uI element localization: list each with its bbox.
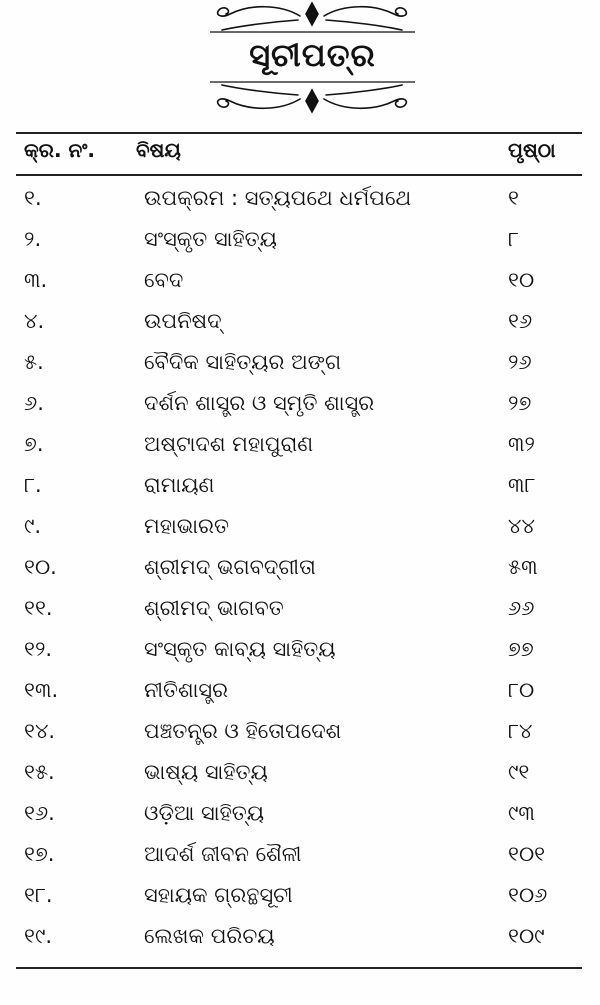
toc-row: [0, 875, 600, 916]
toc-page: ୩୮: [508, 473, 536, 497]
header-subject: ବିଷୟ: [136, 138, 181, 162]
toc-number: ୮.: [24, 473, 42, 497]
toc-subject: ସହାୟକ ଗ୍ରନ୍ଥସୂଚୀ: [144, 883, 293, 907]
toc-subject: ଶ୍ରୀମଦ୍ ଭଗବଦ୍‌ଗୀତା: [144, 555, 316, 579]
toc-page: ୩୨: [508, 432, 535, 456]
toc-number: ୨.: [24, 227, 42, 251]
toc-number: ୧୮.: [24, 883, 53, 907]
toc-page: ୧୦୬: [508, 883, 548, 907]
toc-page: ୮: [508, 227, 519, 251]
toc-number: ୧୦.: [24, 555, 57, 579]
toc-page: ୬୬: [508, 596, 535, 620]
table-header: [0, 138, 600, 174]
toc-number: ୯.: [24, 514, 42, 538]
toc-row: [0, 588, 600, 629]
toc-number: ୪.: [24, 309, 45, 333]
header-number: କ୍ର. ନଂ.: [24, 138, 96, 162]
toc-number: ୧୪.: [24, 719, 56, 743]
toc-subject: ବେଦ: [144, 268, 184, 292]
toc-number: ୧୨.: [24, 637, 53, 661]
toc-subject: ଅଷ୍ଟାଦଶ ମହାପୁରାଣ: [144, 432, 314, 456]
toc-subject: ଶ୍ରୀମଦ୍ ଭାଗବତ: [144, 596, 284, 620]
toc-page: ୧୦୯: [508, 924, 545, 948]
toc-row: [0, 752, 600, 793]
toc-number: ୫.: [24, 350, 44, 374]
header-page: ପୃଷ୍ଠା: [508, 138, 556, 162]
toc-subject: ରାମାୟଣ: [144, 473, 215, 497]
toc-number: ୭.: [24, 432, 44, 456]
toc-row: [0, 219, 600, 260]
toc-page: ୫୩: [508, 555, 538, 579]
toc-page: ୨୭: [508, 391, 532, 415]
toc-page: ୧୦୧: [508, 842, 546, 866]
toc-subject: ସଂସ୍କୃତ ସାହିତ୍ୟ: [144, 227, 277, 251]
toc-subject: ଭାଷ୍ୟ ସାହିତ୍ୟ: [144, 760, 268, 784]
toc-page: ୭୭: [508, 637, 534, 661]
toc-number: ୧୧.: [24, 596, 53, 620]
toc-subject: ସଂସ୍କୃତ କାବ୍ୟ ସାହିତ୍ୟ: [144, 637, 336, 661]
toc-row: [0, 834, 600, 875]
toc-subject: ପଞ୍ଚତନ୍ତ୍ର ଓ ହିତୋପଦେଶ: [144, 719, 342, 743]
toc-subject: ଲେଖକ ପରିଚୟ: [144, 924, 275, 948]
toc-page: ୮୦: [508, 678, 535, 702]
toc-list: [0, 178, 600, 957]
toc-row: [0, 506, 600, 547]
toc-row: [0, 178, 600, 219]
toc-number: ୩.: [24, 268, 48, 292]
toc-row: [0, 383, 600, 424]
toc-row: [0, 260, 600, 301]
table-top-rule: [16, 132, 582, 134]
toc-row: [0, 916, 600, 957]
toc-subject: ମହାଭାରତ: [144, 514, 229, 538]
toc-subject: ଉପନିଷଦ୍: [144, 309, 222, 333]
toc-page: ୯୩: [508, 801, 535, 825]
toc-number: ୧୯.: [24, 924, 53, 948]
toc-subject: ନୀତିଶାସ୍ତ୍ର: [144, 678, 229, 702]
toc-row: [0, 793, 600, 834]
toc-page: ୯୧: [508, 760, 530, 784]
table-header-rule: [16, 174, 582, 176]
toc-page: ୨୬: [508, 350, 532, 374]
toc-row: [0, 629, 600, 670]
toc-row: [0, 301, 600, 342]
page-title: ସୂଚୀପତ୍ର: [249, 36, 376, 74]
toc-row: [0, 547, 600, 588]
toc-number: ୧୭.: [24, 842, 55, 866]
toc-number: ୧୩.: [24, 678, 59, 702]
toc-number: ୧.: [24, 186, 42, 210]
toc-subject: ଦର୍ଶନ ଶାସ୍ତ୍ର ଓ ସ୍ମୃତି ଶାସ୍ତ୍ର: [144, 391, 375, 415]
toc-row: [0, 670, 600, 711]
toc-row: [0, 424, 600, 465]
toc-subject: ଆଦର୍ଶ ଜୀବନ ଶୈଳୀ: [144, 842, 302, 866]
toc-number: ୧୫.: [24, 760, 55, 784]
toc-row: [0, 465, 600, 506]
table-bottom-rule: [16, 967, 582, 969]
toc-page: ୧୦: [508, 268, 535, 292]
toc-subject: ଉପକ୍ରମ : ସତ୍ୟପଥେ ଧର୍ମପଥେ: [144, 186, 412, 210]
toc-subject: ଓଡ଼ିଆ ସାହିତ୍ୟ: [144, 801, 265, 825]
toc-page: ୮୪: [508, 719, 533, 743]
toc-number: ୬.: [24, 391, 44, 415]
toc-subject: ବୈଦିକ ସାହିତ୍ୟର ଅଙ୍ଗ: [144, 350, 342, 374]
toc-page: ୧: [508, 186, 519, 210]
toc-row: [0, 711, 600, 752]
toc-page: ୧୬: [508, 309, 533, 333]
toc-page: ୪୪: [508, 514, 535, 538]
toc-number: ୧୬.: [24, 801, 55, 825]
toc-row: [0, 342, 600, 383]
